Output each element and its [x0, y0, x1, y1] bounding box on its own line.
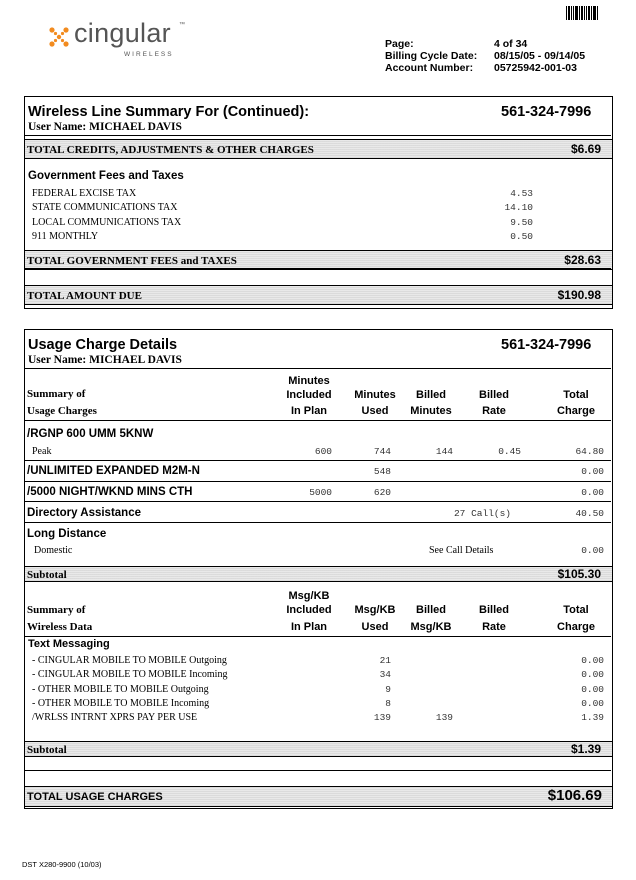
night-used: 620	[373, 487, 391, 498]
data-row-used: 9	[385, 684, 391, 695]
data-row-used: 139	[373, 712, 391, 723]
data-row-charge: 0.00	[581, 669, 604, 680]
col-used: Minutes	[354, 389, 396, 401]
total-usage-value: $106.69	[547, 787, 602, 804]
gov-item-label: 911 MONTHLY	[32, 231, 99, 242]
data-col-billed: Billed	[416, 604, 446, 616]
amount-due-value: $190.98	[557, 288, 601, 302]
gov-item-amount: 4.53	[510, 188, 533, 199]
usage-user: User Name: MICHAEL DAVIS	[28, 354, 182, 366]
col-total: Total	[563, 389, 589, 401]
col-summary: Summary of	[27, 388, 86, 400]
account-value: 05725942-001-03	[494, 62, 577, 74]
data-row-charge: 0.00	[581, 655, 604, 666]
data-col-included: Included	[286, 604, 332, 616]
data-row-charge: 0.00	[581, 698, 604, 709]
directory-label: Directory Assistance	[27, 507, 141, 519]
data-col-included: In Plan	[290, 621, 328, 633]
data-col-total: Total	[563, 604, 589, 616]
barcode	[566, 6, 600, 20]
col-included: In Plan	[290, 405, 328, 417]
peak-used: 744	[373, 446, 391, 457]
credits-label: TOTAL CREDITS, ADJUSTMENTS & OTHER CHARGES	[27, 144, 314, 156]
data-col-summary: Summary of	[27, 604, 86, 616]
logo-tagline: WIRELESS	[124, 51, 174, 58]
data-row-charge: 0.00	[581, 684, 604, 695]
account-label: Account Number:	[385, 62, 474, 74]
usage-title: Usage Charge Details	[28, 337, 178, 353]
night-label: /5000 NIGHT/WKND MINS CTH	[27, 486, 193, 498]
long-distance-note: See Call Details	[429, 545, 494, 556]
logo-tm: ™	[179, 22, 185, 28]
gov-heading: Government Fees and Taxes	[28, 170, 184, 182]
data-row-billed: 139	[435, 712, 453, 723]
directory-charge: 40.50	[575, 508, 604, 519]
peak-included: 600	[314, 446, 332, 457]
gov-item-label: STATE COMMUNICATIONS TAX	[32, 202, 178, 213]
data-row-label: - OTHER MOBILE TO MOBILE Outgoing	[32, 684, 209, 695]
line-summary-phone: 561-324-7996	[501, 104, 592, 120]
data-row-used: 34	[379, 669, 391, 680]
usage-subtotal-label: Subtotal	[27, 569, 67, 581]
gov-item-amount: 14.10	[504, 202, 533, 213]
gov-item-amount: 0.50	[510, 231, 533, 242]
data-subtotal-row	[24, 741, 613, 757]
gov-total-value: $28.63	[564, 253, 601, 267]
long-distance-sub: Domestic	[34, 545, 73, 556]
logo-wordmark: cingular	[74, 18, 171, 48]
line-summary-title: Wireless Line Summary For (Continued):	[28, 104, 310, 120]
data-col-used: Msg/KB	[354, 604, 396, 616]
data-row-charge: 1.39	[581, 712, 604, 723]
credits-value: $6.69	[570, 142, 601, 156]
data-subtotal-value: $1.39	[570, 742, 601, 756]
night-included: 5000	[309, 487, 332, 498]
col-used: Used	[361, 405, 389, 417]
data-col-rate: Billed	[479, 604, 509, 616]
data-col-billed: Msg/KB	[410, 621, 452, 633]
usage-subtotal-row	[24, 566, 613, 582]
directory-billed: 27 Call(s)	[453, 508, 511, 519]
col-included: Minutes	[288, 375, 330, 387]
data-col-included: Msg/KB	[288, 590, 330, 602]
night-charge: 0.00	[581, 487, 604, 498]
line-summary-user: User Name: MICHAEL DAVIS	[28, 121, 182, 133]
peak-charge: 64.80	[575, 446, 604, 457]
data-subtotal-label: Subtotal	[27, 744, 67, 756]
col-billed: Billed	[416, 389, 446, 401]
peak-billed: 144	[435, 446, 453, 457]
col-rate: Billed	[479, 389, 509, 401]
cycle-value: 08/15/05 - 09/14/05	[494, 50, 586, 62]
gov-item-amount: 9.50	[510, 217, 533, 228]
plan-name: /RGNP 600 UMM 5KNW	[27, 428, 154, 440]
peak-rate: 0.45	[498, 446, 521, 457]
cingular-x-icon	[48, 26, 70, 48]
gov-total-label: TOTAL GOVERNMENT FEES and TAXES	[27, 255, 237, 267]
text-messaging-heading: Text Messaging	[28, 638, 110, 650]
data-row-label: - CINGULAR MOBILE TO MOBILE Incoming	[32, 669, 228, 680]
m2m-label: /UNLIMITED EXPANDED M2M-N	[27, 465, 200, 477]
peak-label: Peak	[32, 446, 52, 457]
long-distance-label: Long Distance	[27, 528, 107, 540]
cycle-label: Billing Cycle Date:	[385, 50, 478, 62]
data-row-used: 21	[379, 655, 391, 666]
m2m-charge: 0.00	[581, 466, 604, 477]
data-col-rate: Rate	[482, 621, 506, 633]
gov-item-label: FEDERAL EXCISE TAX	[32, 188, 137, 199]
total-usage-label: TOTAL USAGE CHARGES	[27, 791, 163, 803]
col-billed: Minutes	[410, 405, 452, 417]
gov-item-label: LOCAL COMMUNICATIONS TAX	[32, 217, 182, 228]
usage-phone: 561-324-7996	[501, 337, 592, 353]
long-distance-charge: 0.00	[581, 545, 604, 556]
amount-due-label: TOTAL AMOUNT DUE	[27, 290, 142, 302]
usage-subtotal-value: $105.30	[557, 567, 601, 581]
page-label: Page:	[385, 38, 414, 50]
col-rate: Rate	[482, 405, 506, 417]
col-summary: Usage Charges	[27, 405, 97, 417]
page-value: 4 of 34	[494, 38, 528, 50]
col-included: Included	[286, 389, 332, 401]
data-col-used: Used	[361, 621, 389, 633]
data-row-label: - OTHER MOBILE TO MOBILE Incoming	[32, 698, 210, 709]
col-total: Charge	[557, 405, 595, 417]
data-col-summary: Wireless Data	[27, 621, 93, 633]
data-row-label: - CINGULAR MOBILE TO MOBILE Outgoing	[32, 655, 227, 666]
data-row-label: /WRLSS INTRNT XPRS PAY PER USE	[32, 712, 198, 723]
m2m-used: 548	[373, 466, 391, 477]
data-row-used: 8	[385, 698, 391, 709]
form-code: DST X280-9900 (10/03)	[22, 860, 102, 869]
data-col-total: Charge	[557, 621, 595, 633]
